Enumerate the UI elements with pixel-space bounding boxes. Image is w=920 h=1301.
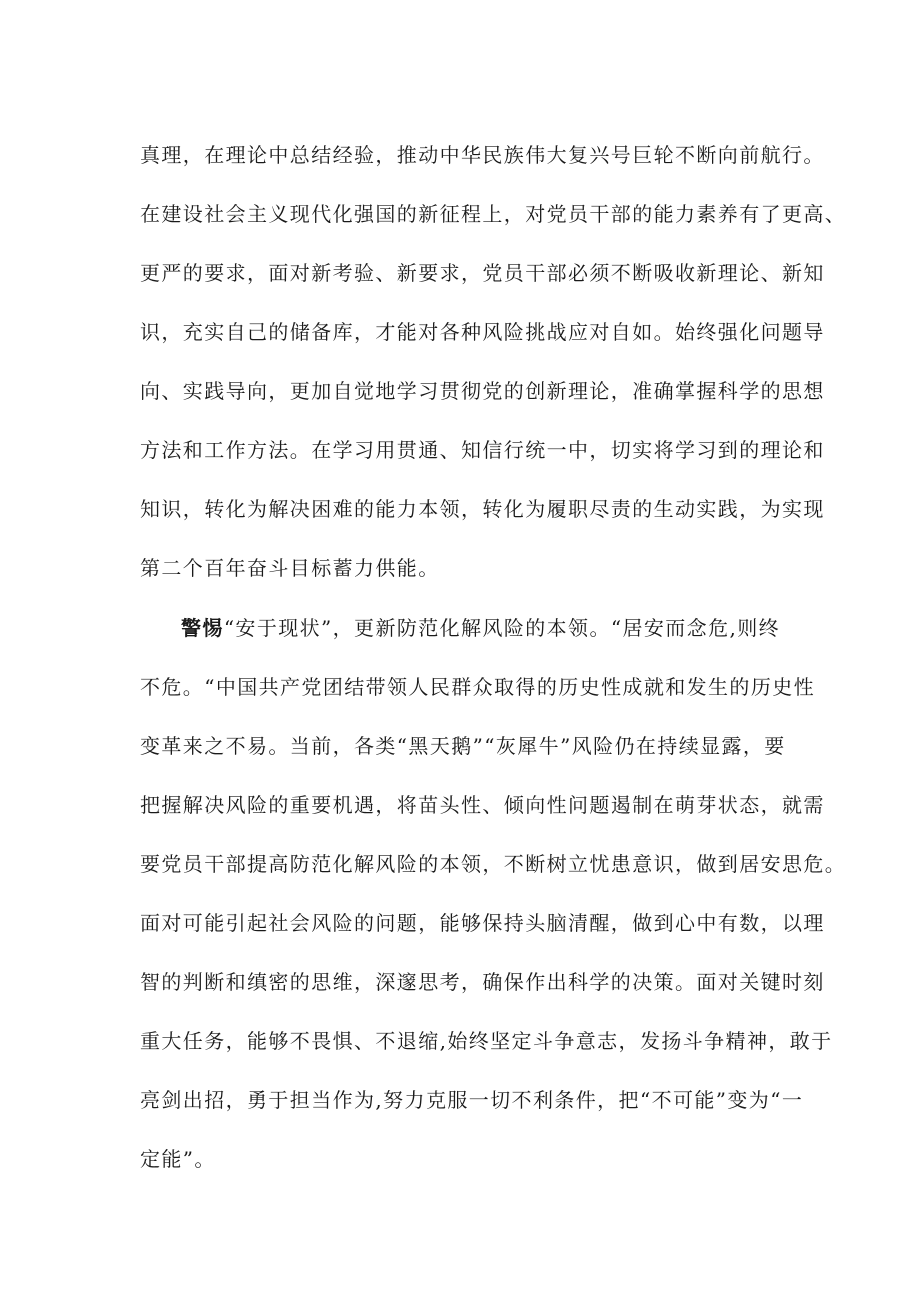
- paragraph-1-line: 在建设社会主义现代化强国的新征程上，对党员干部的能力素养有了更高、: [140, 202, 847, 226]
- paragraph-1-line: 方法和工作方法。在学习用贯通、知信行统一中，切实将学习到的理论和: [140, 438, 825, 462]
- paragraph-1-line: 识，充实自己的储备库，才能对各种风险挑战应对自如。始终强化问题导: [140, 320, 825, 344]
- paragraph-2-line: 面对可能引起社会风险的问题，能够保持头脑清醒，做到心中有数，以理: [140, 911, 825, 935]
- paragraph-2-line: 亮剑出招，勇于担当作为,努力克服一切不利条件，把“不可能”变为“一: [140, 1088, 804, 1112]
- paragraph-1-line: 更严的要求，面对新考验、新要求，党员干部必须不断吸收新理论、新知: [140, 261, 825, 285]
- paragraph-2-line: 不危。“中国共产党团结带领人民群众取得的历史性成就和发生的历史性: [140, 675, 816, 699]
- paragraph-2-first-line: [181, 614, 780, 642]
- paragraph-2-heading-word: 警惕: [181, 616, 224, 640]
- paragraph-1-line: 第二个百年奋斗目标蓄力供能。: [140, 556, 440, 580]
- paragraph-2-line: 重大任务，能够不畏惧、不退缩,始终坚定斗争意志，发扬斗争精神，敢于: [140, 1029, 833, 1053]
- paragraph-1-line: 知识，转化为解决困难的能力本领，转化为履职尽责的生动实践，为实现: [140, 497, 825, 521]
- paragraph-2-line: 定能”。: [140, 1147, 216, 1171]
- paragraph-2-line: 变革来之不易。当前，各类“黑天鹅”“灰犀牛”风险仍在持续显露，要: [140, 734, 786, 758]
- paragraph-2-line: 把握解决风险的重要机遇，将苗头性、倾向性问题遏制在萌芽状态，就需: [140, 793, 825, 817]
- paragraph-1-line: 向、实践导向，更加自觉地学习贯彻党的创新理论，准确掌握科学的思想: [140, 379, 825, 403]
- paragraph-1-line: 真理，在理论中总结经验，推动中华民族伟大复兴号巨轮不断向前航行。: [140, 143, 825, 167]
- paragraph-2-first-line-text: “安于现状”，更新防范化解风险的本领。“居安而念危,则终: [223, 616, 781, 640]
- paragraph-2-line: 智的判断和缜密的思维，深邃思考，确保作出科学的决策。面对关键时刻: [140, 970, 825, 994]
- paragraph-2-line: 要党员干部提高防范化解风险的本领，不断树立忧患意识，做到居安思危。: [140, 852, 847, 876]
